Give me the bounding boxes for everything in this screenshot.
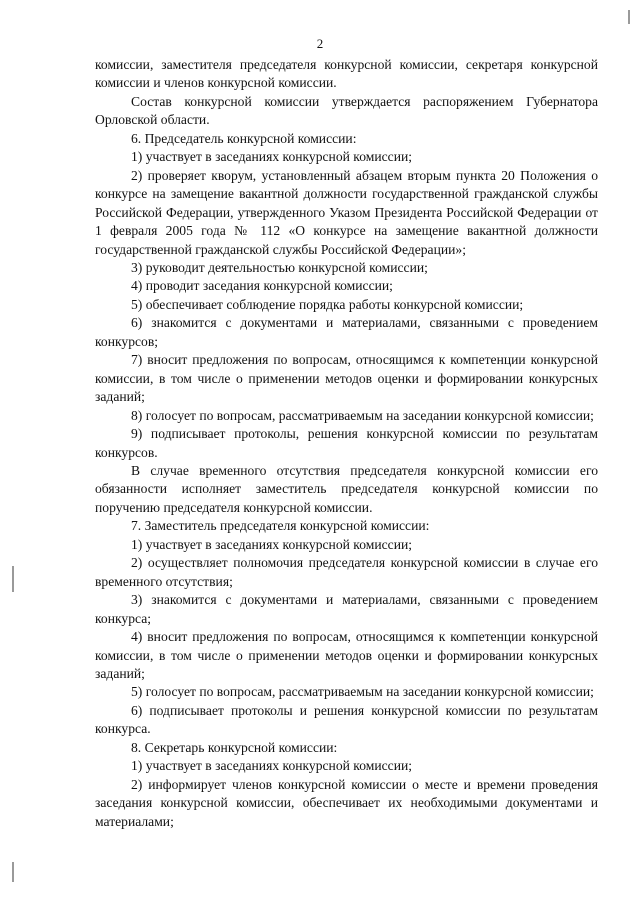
paragraph: 5) голосует по вопросам, рассматриваемым на заседании конкурсной комиссии; bbox=[131, 684, 594, 700]
paragraph: 6) подписывает протоколы и решения конкурсной комиссии по результатам конкурса. bbox=[95, 702, 598, 737]
document-body bbox=[95, 56, 598, 831]
paragraph: 8) голосует по вопросам, рассматриваемым на заседании конкурсной комиссии; bbox=[131, 407, 594, 423]
page-number: 2 bbox=[316, 36, 324, 51]
paragraph: 8. Секретарь конкурсной комиссии: bbox=[131, 739, 338, 755]
paragraph: 2) информирует членов конкурсной комиссии о месте и времени проведения заседания конкурсной комиссии, обеспечивает их необходимыми документами и материалами; bbox=[95, 776, 598, 829]
paragraph: 6) знакомится с документами и материалами, связанными с проведением конкурсов; bbox=[95, 315, 598, 349]
paragraph: 2) проверяет кворум, установленный абзацем вторым пункта 20 Положения о конкурсе на замещение вакантной должности государственной гражданской службы Российской Федерации, утвержденного Указом Президента Российской Федерации от 1 февраля 2005 года № 112 «О конкурсе на замещение вакантной должности государственной гражданской службы Российской Федерации»; bbox=[95, 167, 598, 257]
paragraph: 4) вносит предложения по вопросам, относящимся к компетенции конкурсной комиссии, в том числе о применении методов оценки и формировании конкурсных заданий; bbox=[95, 629, 598, 681]
paragraph: В случае временного отсутствия председателя конкурсной комиссии его обязанности исполняет заместитель председателя конкурсной комиссии по поручению председателя конкурсной комиссии. bbox=[95, 462, 598, 515]
paragraph: Состав конкурсной комиссии утверждается распоряжением Губернатора Орловской области. bbox=[95, 93, 598, 128]
paragraph: 7. Заместитель председателя конкурсной комиссии: bbox=[131, 518, 430, 534]
paragraph: 9) подписывает протоколы, решения конкурсной комиссии по результатам конкурсов. bbox=[95, 426, 598, 460]
paragraph: 3) руководит деятельностью конкурсной комиссии; bbox=[131, 259, 428, 275]
scan-mark-left bbox=[12, 566, 14, 592]
paragraph: 4) проводит заседания конкурсной комиссии; bbox=[131, 278, 393, 294]
paragraph: 1) участвует в заседаниях конкурсной комиссии; bbox=[131, 758, 413, 774]
paragraph: 1) участвует в заседаниях конкурсной комиссии; bbox=[131, 536, 413, 552]
paragraph: 3) знакомится с документами и материалами, связанными с проведением конкурса; bbox=[95, 592, 598, 626]
paragraph: 6. Председатель конкурсной комиссии: bbox=[131, 130, 357, 146]
scan-mark-bottom-left bbox=[12, 862, 14, 882]
paragraph: 2) осуществляет полномочия председателя конкурсной комиссии в случае его временного отсутствия; bbox=[95, 555, 598, 589]
paragraph: 7) вносит предложения по вопросам, относящимся к компетенции конкурсной комиссии, в том числе о применении методов оценки и формировании конкурсных заданий; bbox=[95, 352, 598, 405]
scan-mark-top-right bbox=[628, 10, 630, 24]
paragraph: 1) участвует в заседаниях конкурсной комиссии; bbox=[131, 149, 413, 165]
paragraph: 5) обеспечивает соблюдение порядка работы конкурсной комиссии; bbox=[131, 296, 524, 312]
paragraph: комиссии, заместителя председателя конкурсной комиссии, секретаря конкурсной комиссии и членов конкурсной комиссии. bbox=[95, 57, 598, 91]
